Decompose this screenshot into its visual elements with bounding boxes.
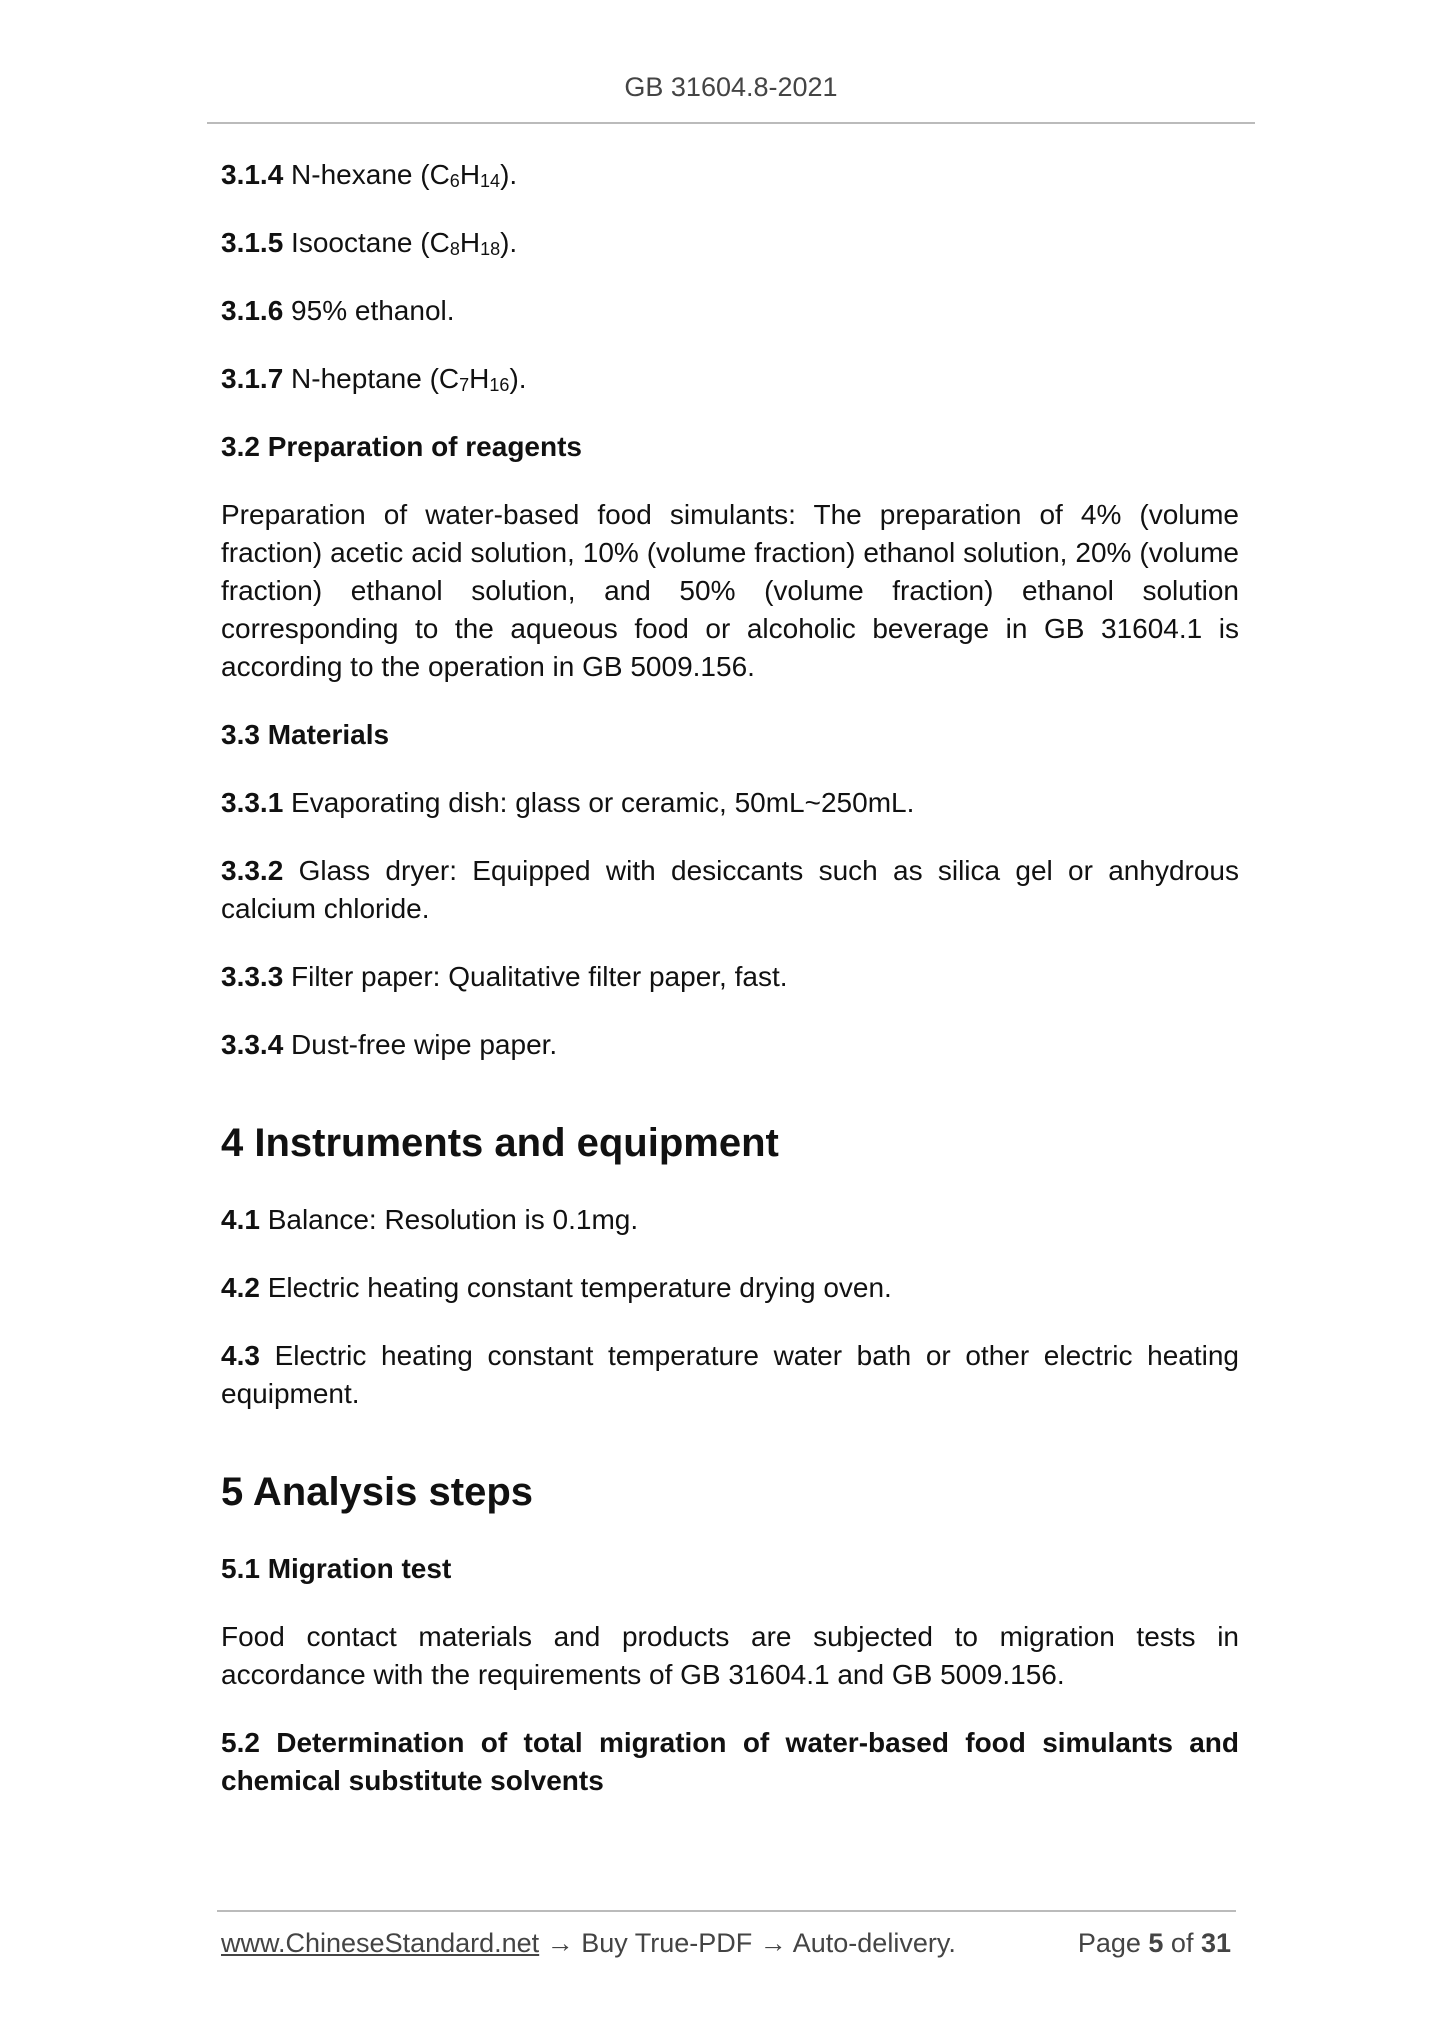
- page-label: Page: [1077, 1928, 1149, 1958]
- item-text: Electric heating constant temperature water bath or other electric heating equipment.: [221, 1340, 1239, 1409]
- item-text: 95% ethanol.: [283, 295, 455, 326]
- page-content: [221, 156, 1239, 1800]
- section-4-heading: 4 Instruments and equipment: [221, 1121, 779, 1165]
- item-4-2: [221, 1269, 1239, 1307]
- item-text: Dust-free wipe paper.: [283, 1029, 558, 1060]
- item-number: 4.3: [221, 1340, 260, 1371]
- arrow-icon: →: [759, 1928, 787, 1958]
- subscript: 8: [449, 239, 460, 259]
- item-text: Glass dryer: Equipped with desiccants such as silica gel or anhydrous calcium chloride.: [221, 855, 1239, 924]
- item-number: 4.2: [221, 1272, 260, 1303]
- subscript: 16: [489, 375, 510, 395]
- subscript: 14: [480, 171, 501, 191]
- item-3-3-1: [221, 784, 1239, 822]
- section-3-2-heading: 3.2 Preparation of reagents: [221, 431, 583, 462]
- item-text: Isooctane (C: [283, 227, 450, 258]
- item-text: ).: [500, 159, 518, 190]
- header-divider: [207, 122, 1255, 124]
- section-5-2-heading: 5.2 Determination of total migration of water-based food simulants and chemical substitute solvents: [221, 1727, 1239, 1796]
- item-number: 3.3.4: [221, 1029, 284, 1060]
- website-link[interactable]: www.ChineseStandard.net: [221, 1928, 540, 1958]
- item-number: 3.3.3: [221, 961, 284, 992]
- item-text: N-hexane (C: [283, 159, 450, 190]
- item-number: 3.1.4: [221, 159, 284, 190]
- item-number: 3.3.1: [221, 787, 284, 818]
- section-3-3-heading: 3.3 Materials: [221, 719, 390, 750]
- item-4-3: [221, 1337, 1239, 1413]
- item-3-1-7: [221, 360, 1239, 398]
- item-number: 3.1.6: [221, 295, 284, 326]
- item-number: 3.1.5: [221, 227, 284, 258]
- item-3-1-5: [221, 224, 1239, 262]
- footer-divider: [217, 1910, 1236, 1912]
- subscript: 18: [480, 239, 501, 259]
- item-number: 4.1: [221, 1204, 260, 1235]
- item-text: N-heptane (C: [283, 363, 460, 394]
- subscript: 6: [449, 171, 460, 191]
- document-id-header: GB 31604.8-2021: [624, 72, 838, 102]
- of-label: of: [1163, 1928, 1201, 1958]
- subscript: 7: [459, 375, 470, 395]
- item-3-3-2: [221, 852, 1239, 928]
- item-number: 3.3.2: [221, 855, 284, 886]
- item-number: 3.1.7: [221, 363, 284, 394]
- page-footer: [221, 1928, 1231, 1959]
- item-text: Electric heating constant temperature drying oven.: [259, 1272, 892, 1303]
- section-5-1-body: Food contact materials and products are subjected to migration tests in accordance with the requirements of GB 31604.1 and GB 5009.156.: [221, 1621, 1239, 1690]
- section-5-heading: 5 Analysis steps: [221, 1470, 534, 1514]
- section-3-2-body: Preparation of water-based food simulants: The preparation of 4% (volume fraction) acetic acid solution, 10% (volume fraction) ethanol solution, 20% (volume fraction) ethanol solution, and 50% (volume fraction) ethanol solution corresponding to the aqueous food or alcoholic beverage in GB 31604.1 is according to the operation in GB 5009.156.: [221, 499, 1239, 682]
- item-3-1-6: [221, 292, 1239, 330]
- item-3-3-4: [221, 1026, 1239, 1064]
- page-counter: [1078, 1928, 1231, 1959]
- item-3-3-3: [221, 958, 1239, 996]
- section-5-1-heading: 5.1 Migration test: [221, 1553, 452, 1584]
- footer-delivery-text: Auto-delivery.: [786, 1928, 956, 1958]
- item-text: ).: [509, 363, 527, 394]
- footer-buy-text: Buy True-PDF: [573, 1928, 760, 1958]
- item-4-1: [221, 1201, 1239, 1239]
- item-text: ).: [500, 227, 518, 258]
- item-text: H: [459, 159, 481, 190]
- arrow-icon: →: [546, 1928, 574, 1958]
- item-text: H: [459, 227, 481, 258]
- item-text: Filter paper: Qualitative filter paper, fast.: [283, 961, 788, 992]
- item-text: Balance: Resolution is 0.1mg.: [259, 1204, 639, 1235]
- page-total: 31: [1200, 1928, 1231, 1958]
- item-3-1-4: [221, 156, 1239, 194]
- page-number: 5: [1148, 1928, 1164, 1958]
- item-text: H: [469, 363, 490, 394]
- item-text: Evaporating dish: glass or ceramic, 50mL~250mL.: [283, 787, 915, 818]
